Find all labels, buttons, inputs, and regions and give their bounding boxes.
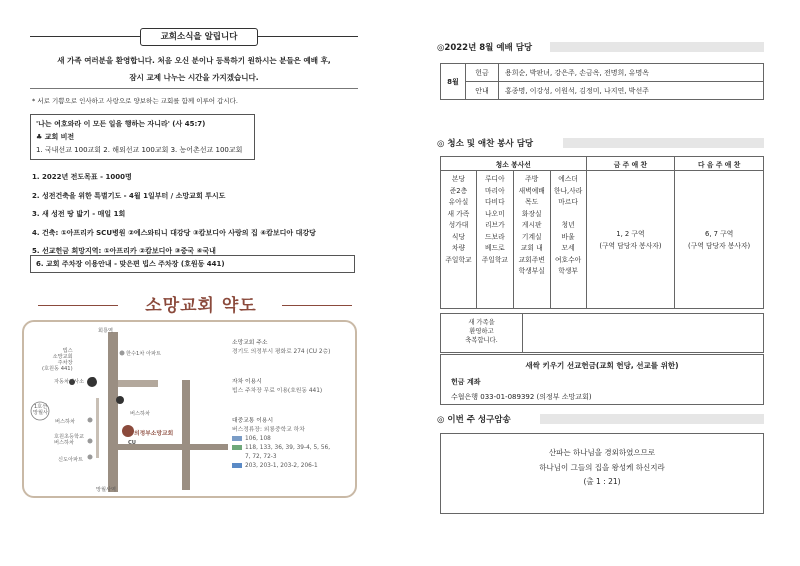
vision-title: ♣ 교회 비전 (36, 133, 75, 141)
welcome-line-2: 잠시 교제 나누는 시간을 가지겠습니다. (129, 73, 259, 82)
service-cell: 리브가 (484, 221, 505, 229)
service-cell: 성가대 (448, 221, 469, 229)
map-label-sindo: 신도아파트 (58, 457, 84, 463)
transit-title: 대중교통 이용시 (232, 418, 274, 424)
main-road (108, 332, 118, 492)
offering-account-label: 헌금 계좌 (451, 378, 481, 386)
service-cell: 차량 (451, 244, 466, 252)
news-title: 교회소식을 알립니다 (140, 28, 258, 46)
bus-line-1-text: 106, 108 (245, 436, 271, 442)
section-bar (540, 414, 764, 424)
bus-line-2b: 7, 72, 72-3 (245, 454, 277, 460)
announcement-list (32, 168, 362, 261)
bus-tag-icon (232, 463, 242, 468)
map-label-jadong: 자동차검사소 (54, 379, 85, 385)
service-cell: 모세 (561, 244, 575, 252)
service-cell: 목도 (525, 198, 539, 206)
offering-account: 수협은행 033-01-089392 (의정부 소망교회) (451, 393, 592, 401)
vision-items: 1. 국내선교 100교회 2. 해외선교 100교회 3. 농어촌선교 100교회 (36, 146, 243, 154)
bus-tag-icon (232, 445, 242, 450)
worship-title: ◎2022년 8월 예배 담당 (437, 43, 533, 53)
car-title: 자차 이용시 (232, 379, 262, 385)
service-cell: 베드로 (484, 244, 505, 252)
service-col-4 (550, 171, 586, 309)
service-col-1 (441, 171, 477, 309)
address-text: 경기도 의정부시 평화로 274 (CU 2층) (232, 349, 331, 355)
map-label-cu: CU (128, 440, 137, 446)
map-car (232, 378, 322, 396)
service-cell: 여호수아 (554, 255, 582, 264)
announcement-item: 3. 새 성전 땅 밟기 - 매일 1회 (32, 210, 126, 218)
address-title: 소망교회 주소 (232, 340, 268, 346)
rail-line (96, 398, 99, 458)
vision-verse: '나는 여호와라 이 모든 일을 행하는 자니라' (사 45:7) (36, 120, 206, 128)
map-label-hansu: 한수1차 아파트 (126, 351, 162, 357)
service-cell: 주일학교 (445, 255, 472, 264)
bus-line-2-text: 118, 133, 36, 39, 39-4, 5, 56, (245, 445, 331, 451)
sindo-dot (88, 455, 93, 460)
service-title: ◎ 청소 및 애찬 봉사 담당 (437, 139, 534, 149)
bus-line-1 (232, 435, 330, 444)
service-cell: 게시판 (521, 221, 542, 229)
busstop-dot (88, 418, 93, 423)
service-cell: 마리아 (484, 186, 505, 195)
section-bar (550, 42, 764, 52)
map-label-hoeryong: 회룡역 (98, 328, 114, 334)
worship-names: 홍종명, 이강성, 이원석, 김정미, 나지연, 박선주 (499, 82, 764, 100)
service-col-2 (476, 171, 513, 309)
next-week-note: (구역 담당자 봉사자) (688, 241, 751, 250)
hansu-dot (120, 351, 125, 356)
service-cell: 교회 내 (520, 244, 543, 252)
side-road (118, 380, 158, 387)
service-cell: 한나,사라 (553, 186, 583, 195)
cross-road (182, 380, 190, 490)
service-cell: 화장실 (521, 209, 542, 218)
map-label-hoewon: 호원초등학교 버스하차 (54, 434, 85, 446)
transit-text: 버스정류장: 외룡중학교 하차 (232, 427, 305, 433)
worship-table (440, 63, 764, 100)
map-title: 소망교회 약도 (145, 296, 257, 316)
new-family-box (440, 313, 764, 353)
next-week-groups: 6, 7 구역 (705, 229, 734, 238)
this-week-groups: 1, 2 구역 (616, 229, 645, 238)
service-cell: 드보라 (484, 232, 505, 241)
service-header: 금 주 애 찬 (586, 157, 675, 171)
worship-names: 용희순, 박판녀, 강은주, 손금옥, 전명희, 유명옥 (499, 64, 764, 82)
map-label-church: 의정부소망교회 (134, 431, 174, 437)
announcement-item: 4. 건축: ①아프리카 SCU병원 ②에스와티니 대강당 ③캄보디아 사랑의 집 ④캄보디아 대강당 (32, 228, 316, 237)
map-title-rule-left (38, 305, 118, 306)
service-header: 다 음 주 애 찬 (675, 157, 764, 171)
new-family-text: 새 가족을 환영하고 축복합니다. (441, 314, 523, 352)
service-cell: 교회주변 (518, 255, 545, 264)
service-cell: 루디아 (484, 175, 505, 183)
announcement-item: 1. 2022년 전도목표 - 1000명 (32, 173, 132, 181)
section-bar (563, 138, 764, 148)
service-table (440, 156, 764, 309)
service-col-3 (513, 171, 550, 309)
offering-box (440, 354, 764, 405)
map-label-mangwolsa: 망월사역 (96, 487, 117, 493)
service-cell: 에스더 (558, 175, 578, 183)
service-cell: 새벽예배 (518, 186, 545, 195)
service-cell: 다비다 (484, 198, 505, 206)
worship-role: 안내 (466, 82, 499, 100)
service-cell: 학생부 (558, 267, 578, 275)
map-label-bus-left: 버스하차 (55, 419, 76, 425)
map-label-distance: 1호선 망월사 (33, 404, 49, 416)
map-title-rule-right (282, 305, 352, 306)
verse-ref: (출 1 : 21) (583, 477, 621, 486)
map-label-bus-center: 버스하차 (130, 411, 151, 417)
service-cell: 바울 (561, 232, 575, 241)
next-week-meal (675, 171, 764, 309)
service-cell: 주일학교 (481, 255, 508, 264)
service-cell: 나오미 (484, 209, 505, 218)
bus-line-3 (232, 462, 330, 471)
service-cell: 본당 (451, 175, 466, 183)
this-week-note: (구역 담당자 봉사자) (599, 241, 662, 250)
service-header: 청소 봉사선 (441, 157, 587, 171)
service-cell: 마르다 (558, 198, 578, 206)
bus-line-2 (232, 444, 330, 453)
service-cell: 식당 (451, 232, 466, 241)
divider (30, 88, 358, 89)
verse-line-2: 하나님이 그들의 집을 왕성케 하신지라 (539, 462, 665, 472)
car-text: 빕스 주차장 무료 이용(호원동 441) (232, 388, 323, 394)
vision-box (30, 114, 255, 160)
map-transit (232, 417, 330, 471)
verse-box (440, 433, 764, 514)
hansu-marker (90, 377, 96, 383)
announcement-item: 2. 성전건축을 위한 특별기도 - 4월 1일부터 / 소망교회 투시도 (32, 191, 226, 200)
church-marker (122, 425, 134, 437)
map-label-vips: 빕스 소망교회 주차장 (호원동 441) (42, 348, 73, 372)
service-cell: 유아실 (448, 198, 469, 206)
service-cell: 기계실 (521, 232, 542, 241)
bus-icon (116, 396, 124, 404)
this-week-meal (586, 171, 675, 309)
hoewon-dot (88, 439, 93, 444)
verse-title: ◎ 이번 주 성구암송 (437, 415, 511, 425)
bus-tag-icon (232, 436, 242, 441)
offering-title: 새싹 키우기 선교헌금(교회 헌당, 선교를 위한) (525, 361, 679, 370)
worship-month: 8월 (441, 64, 466, 100)
service-cell: 준2층 (449, 186, 468, 195)
note-text: * 서로 기쁨으로 인사하고 사랑으로 양보하는 교회를 함께 이루어 갑시다. (32, 97, 239, 105)
service-cell: 청년 (561, 221, 575, 229)
announcement-item: 5. 선교헌금 희망지역: ①아프리카 ②캄보디아 ③중국 ④국내 (32, 247, 216, 255)
service-cell: 학생부실 (518, 267, 545, 275)
worship-role: 헌금 (466, 64, 499, 82)
parking-info: 6. 교회 주차장 이용안내 - 맞은편 빕스 주차장 (호원동 441) (30, 255, 355, 273)
welcome-message (30, 52, 358, 86)
service-cell: 새 가족 (447, 209, 470, 218)
welcome-line-1: 새 가족 여러분을 환영합니다. 처음 오신 분이나 등록하기 원하시는 분들은 예배 후, (57, 56, 331, 65)
service-cell (551, 209, 586, 221)
service-cell: 주방 (525, 175, 539, 183)
bus-line-3-text: 203, 203-1, 203-2, 206-1 (245, 463, 318, 469)
map-address (232, 339, 330, 357)
verse-line-1: 산파는 하나님을 경외하였으므로 (548, 448, 656, 457)
